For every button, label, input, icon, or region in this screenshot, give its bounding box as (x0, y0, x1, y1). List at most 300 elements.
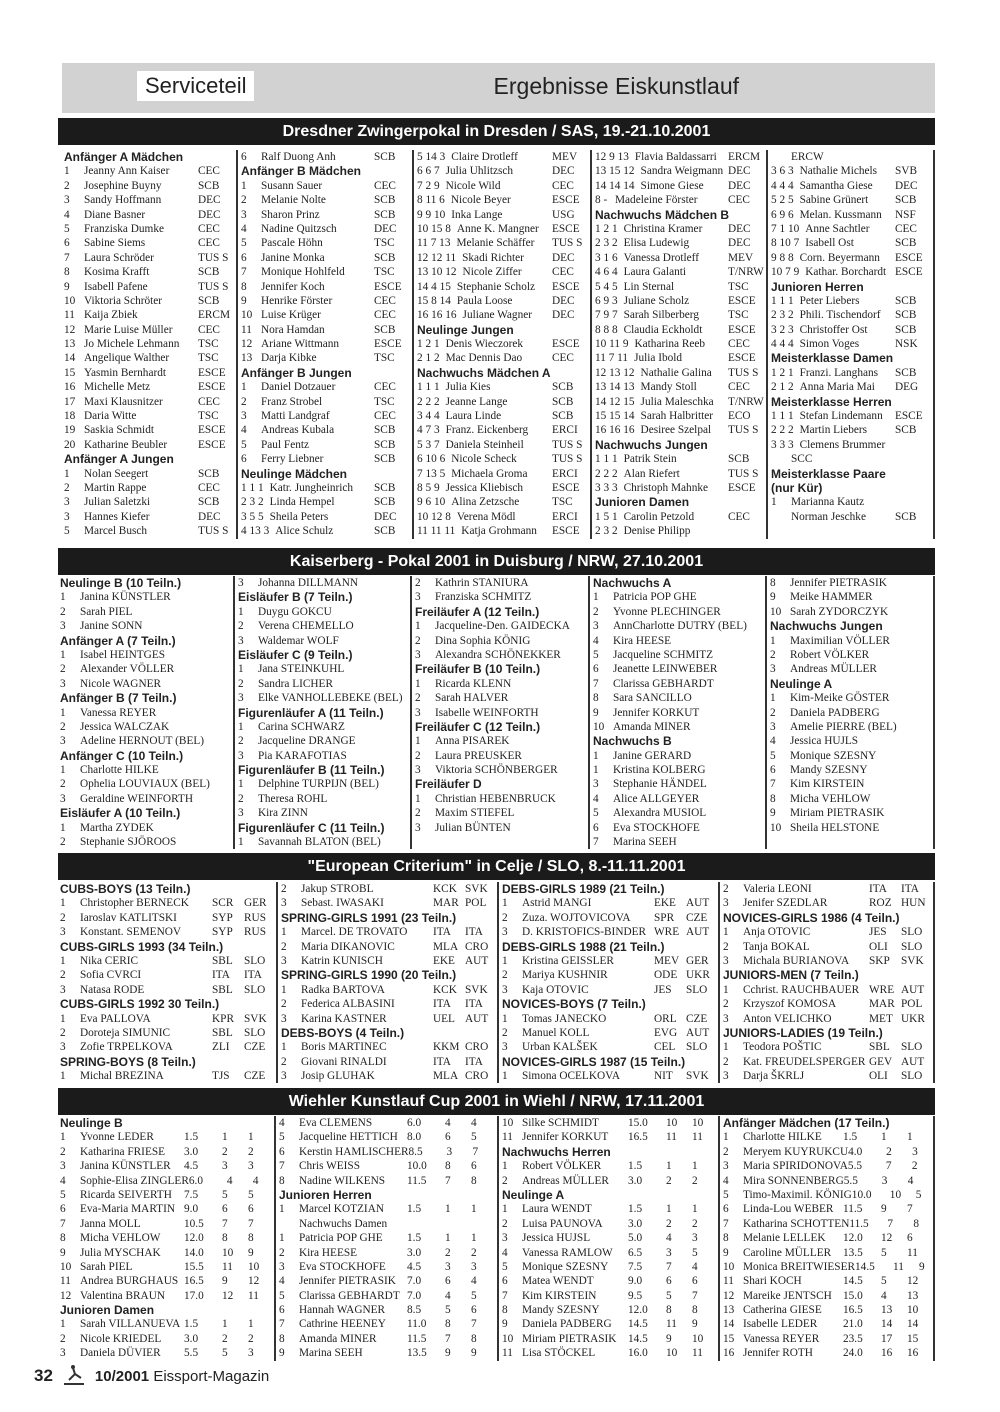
place-1: 9 (666, 1332, 672, 1345)
rank: 3 4 4 (417, 410, 440, 423)
club: SCB (895, 424, 917, 437)
club: DEC (552, 294, 575, 307)
points: 8.0 (407, 1131, 422, 1144)
result-row (593, 662, 765, 676)
result-row (60, 720, 233, 734)
result-row (60, 734, 233, 748)
skater-name: Miriam PIETRASIK (522, 1332, 617, 1345)
rank: 2 (241, 194, 247, 207)
rank: 13 10 12 (417, 266, 457, 279)
skater-name: Nadine WILKENS (299, 1174, 386, 1187)
place-2: 3 (692, 1232, 698, 1245)
rank: 3 (64, 496, 70, 509)
skater-name: Josephine Buyny (84, 179, 162, 192)
place-1: 12 (881, 1232, 893, 1245)
place-1: 10 (889, 1188, 902, 1201)
category-heading: Freiläufer D (415, 777, 482, 792)
category-heading: SPRING-GIRLS 1990 (20 Teiln.) (281, 968, 457, 983)
page-topic: Ergebnisse Eiskunstlauf (493, 73, 739, 99)
rank: 14 (723, 1318, 735, 1331)
nation: UKR (901, 1012, 925, 1025)
place-1: 9 (222, 1275, 228, 1288)
result-row (64, 495, 236, 509)
skater-name: Sabine Grünert (799, 194, 869, 207)
club: WRE (654, 926, 680, 939)
skater-name: Valentina BRAUN (80, 1289, 166, 1302)
rank: 2 (64, 481, 70, 494)
rank: 15 15 14 (595, 410, 635, 423)
place-1: 12 (222, 1289, 234, 1302)
skater-name: Melanie Nolte (261, 194, 326, 207)
result-row (771, 208, 933, 222)
rank: 6 9 6 (771, 208, 794, 221)
club: TSC (374, 266, 395, 279)
category-heading: DEBS-GIRLS 1988 (21 Teiln.) (502, 939, 665, 954)
place-2: 5 (471, 1289, 477, 1302)
skater-name: Catherina GIESE (743, 1304, 822, 1317)
rank: 5 (279, 1289, 285, 1302)
result-row (723, 1231, 933, 1245)
club: NIT (654, 1070, 673, 1083)
rank: 12 (241, 338, 253, 351)
club: TSC (728, 309, 749, 322)
rank: 16 16 16 (417, 309, 457, 322)
result-row (723, 1317, 933, 1331)
skater-name: Jeanny Ann Kaiser (84, 165, 170, 178)
rank: 2 (281, 940, 287, 953)
skater-name: Sarah ZYDORCZYK (790, 605, 889, 618)
skater-name: Melanie Schäffer (456, 237, 535, 250)
rank: 5 14 3 (417, 151, 446, 163)
rank: 2 (281, 1055, 287, 1068)
points: 11.5 (407, 1174, 427, 1187)
skater-name: Anna PISAREK (435, 735, 510, 748)
result-row (238, 720, 410, 734)
points: 3.0 (628, 1217, 643, 1230)
skater-name: Skadi Richter (462, 251, 524, 264)
result-row (241, 236, 412, 250)
rank: 4 6 4 (595, 266, 618, 279)
result-row (60, 1317, 274, 1331)
result-row (279, 1317, 497, 1331)
skater-name: Kira ZINN (258, 807, 308, 820)
nation: POL (901, 998, 923, 1011)
rank: 2 2 2 (595, 467, 618, 480)
rank: 3 (60, 792, 66, 805)
points: 17.0 (184, 1289, 204, 1302)
nation: RUS (244, 926, 266, 939)
result-row (60, 1346, 274, 1360)
rank: 12 (60, 1289, 72, 1302)
club: KCK (433, 983, 457, 996)
place-2: 13 (907, 1289, 919, 1302)
club: ERCI (552, 510, 578, 523)
results-section (62, 150, 935, 539)
skater-name: Micha VEHLOW (790, 792, 871, 805)
result-row (64, 380, 236, 394)
category-heading: Figurenläufer C (11 Teiln.) (238, 820, 385, 835)
skater-name: Jacqueline DRANGE (258, 735, 356, 748)
points: 16.0 (628, 1347, 648, 1360)
nation: AUT (901, 1055, 925, 1068)
place-1: 7 (445, 1332, 451, 1345)
rank: 4 13 3 (241, 525, 270, 538)
rank: 9 (502, 1318, 508, 1331)
place-1: 5 (881, 1275, 887, 1288)
result-row (241, 323, 412, 337)
skater-name: Kaija Zbiek (84, 309, 138, 322)
points: 14.0 (184, 1246, 204, 1259)
results-section (58, 882, 935, 1083)
category-heading: JUNIORS-MEN (7 Teiln.) (723, 968, 859, 983)
result-row (770, 720, 933, 734)
skater-name: Sarah PIEL (80, 605, 133, 618)
place-2: 7 (471, 1318, 477, 1331)
place-1: 1 (881, 1131, 887, 1144)
points: 1.5 (628, 1160, 643, 1173)
rank: 1 2 1 (595, 222, 618, 235)
rank: 2 (415, 749, 421, 762)
result-row (60, 1188, 274, 1202)
skater-name: Yvonne LEDER (80, 1131, 154, 1144)
category-heading: Anfänger A Jungen (64, 452, 174, 467)
rank: 2 (415, 634, 421, 647)
skater-name: Melan. Kussmann (799, 208, 882, 221)
skater-name: Angelique Walther (84, 352, 170, 365)
skater-name: Isabelle LEDER (743, 1318, 818, 1331)
result-row (502, 1346, 718, 1360)
club: ESCE (374, 280, 402, 293)
club: SBL (212, 1026, 233, 1039)
skater-name: Christina Kramer (623, 222, 703, 235)
skater-name: Janine GERARD (613, 749, 692, 762)
place-1: 6 (666, 1275, 672, 1288)
rank: 3 (60, 983, 66, 996)
place-2: 2 (692, 1174, 698, 1187)
rank: 9 (64, 280, 70, 293)
result-row (60, 662, 233, 676)
result-row (241, 524, 412, 538)
rank: 5 (593, 807, 599, 820)
result-row (723, 1159, 933, 1173)
result-row (241, 510, 412, 524)
place-2: 7 (907, 1203, 913, 1216)
nation: CZE (686, 1012, 708, 1025)
result-row (595, 294, 766, 308)
skater-name: Ricarda SEIVERTH (80, 1188, 172, 1201)
rank: 3 (593, 778, 599, 791)
skater-name: Inka Lange (451, 208, 503, 221)
skater-name: Amanda MINER (613, 720, 691, 733)
result-row (241, 351, 412, 365)
place-2: 8 (248, 1232, 254, 1245)
skater-name: Daniel Dotzauer (261, 381, 336, 394)
results-column (497, 882, 718, 1083)
result-row (502, 1303, 718, 1317)
result-row (64, 423, 236, 437)
rank: 1 (60, 706, 66, 719)
skater-name: Charlotte HILKE (743, 1131, 822, 1144)
club: ESCE (552, 280, 580, 293)
rank: 10 11 9 (595, 338, 629, 351)
rank: 10 (593, 720, 605, 733)
skater-name: Eva STOCKHOFE (299, 1260, 386, 1273)
result-row (415, 590, 588, 604)
place-1: 4 (445, 1289, 451, 1302)
skater-name: Meryem KUYRUKCU (743, 1145, 849, 1158)
rank: 10 (770, 605, 782, 618)
result-row (723, 1040, 933, 1054)
result-row (241, 222, 412, 236)
rank: 9 9 10 (417, 208, 446, 221)
rank: 2 (723, 1145, 729, 1158)
points (407, 1217, 445, 1231)
place-2: 4 (471, 1275, 477, 1288)
nation: GER (244, 897, 267, 910)
rank: 8 5 9 (417, 481, 440, 494)
skater-name: Monique SZESNY (790, 749, 877, 762)
result-row (417, 294, 590, 308)
club: ESCE (552, 338, 580, 351)
rank: 1 (415, 620, 421, 633)
result-row (502, 1026, 718, 1040)
result-row (502, 1289, 718, 1303)
club: ERCI (552, 467, 578, 480)
points: 11.5 (843, 1203, 863, 1216)
nation: AUT (465, 954, 489, 967)
rank: 2 (502, 1217, 508, 1230)
skater-name: Susann Sauer (261, 179, 323, 192)
rank: 2 (60, 605, 66, 618)
club: ITA (212, 969, 230, 982)
result-row (415, 677, 588, 691)
result-row (60, 777, 233, 791)
club (895, 150, 933, 164)
skater-name: Hannes Kiefer (84, 510, 150, 523)
rank: 9 (770, 591, 776, 604)
result-row (64, 179, 236, 193)
rank: 1 (238, 720, 244, 733)
result-row (241, 208, 412, 222)
place-2: 1 (692, 1203, 698, 1216)
result-row (64, 395, 236, 409)
club: CEC (374, 309, 396, 322)
result-row (417, 467, 590, 481)
results-column (766, 150, 935, 539)
result-row (770, 691, 933, 705)
result-row (593, 720, 765, 734)
result-row (723, 925, 933, 939)
skater-name: Martin Rappe (84, 481, 147, 494)
result-row (279, 1289, 497, 1303)
results-column (58, 1116, 274, 1361)
skater-name: Marina SEEH (299, 1347, 363, 1360)
result-row (502, 1069, 718, 1083)
club: ESCE (728, 294, 756, 307)
rank: 11 (502, 1347, 513, 1360)
result-row (64, 236, 236, 250)
category-heading: Meisterklasse Damen (771, 351, 894, 366)
result-row (770, 648, 933, 662)
skater-name: Nicole KRIEDEL (80, 1332, 162, 1345)
points: 12.0 (184, 1232, 204, 1245)
category-heading: SPRING-BOYS (8 Teiln.) (60, 1054, 196, 1069)
skater-name: Darja Kibke (261, 352, 317, 365)
club: JES (654, 983, 672, 996)
results-column (412, 150, 590, 539)
skater-name: Verena Mödl (456, 510, 516, 523)
points: 3.0 (184, 1332, 199, 1345)
result-row (771, 409, 933, 423)
rank: 13 (723, 1304, 735, 1317)
result-row (595, 452, 766, 466)
rank: 7 13 5 (417, 467, 446, 480)
result-row (595, 308, 766, 322)
skater-name: Karina KASTNER (301, 1012, 387, 1025)
result-row (281, 940, 497, 954)
nation: SLO (244, 983, 266, 996)
place-2: 16 (907, 1347, 919, 1360)
result-row (241, 395, 412, 409)
place-2: 8 (471, 1174, 477, 1187)
skater-name: Miriam PIETRASIK (790, 807, 885, 820)
rank: 2 (60, 911, 66, 924)
magazine-name: Eissport-Magazin (153, 1367, 270, 1385)
skater-name: Federica ALBASINI (301, 998, 395, 1011)
skater-name: Martha ZYDEK (80, 821, 154, 834)
skater-name: Samantha Giese (799, 179, 873, 192)
club: CEC (728, 338, 750, 351)
result-row (502, 1040, 718, 1054)
rank: 2 (723, 1055, 729, 1068)
place-2: 11 (248, 1289, 259, 1302)
skater-name: Alexandra MUSIOL (613, 807, 707, 820)
skater-name: Yvonne PLECHINGER (613, 605, 721, 618)
result-row (723, 1274, 933, 1288)
club: DEC (552, 165, 575, 178)
rank: 11 (64, 309, 75, 322)
category-heading: DEBS-GIRLS 1989 (21 Teiln.) (502, 882, 665, 896)
club: MET (869, 1012, 893, 1025)
result-row (595, 236, 766, 250)
skater-name: Nicole WAGNER (80, 677, 162, 690)
result-row (502, 954, 718, 968)
result-row (770, 734, 933, 748)
club: ESCE (198, 381, 226, 394)
result-row (771, 150, 933, 164)
rank: 7 (64, 251, 70, 264)
nation: SLO (901, 940, 923, 953)
skater-name: Henrike Förster (261, 294, 333, 307)
skater-name: Lisa STÖCKEL (522, 1347, 596, 1360)
result-row (415, 706, 588, 720)
skater-name: SCC (791, 453, 813, 466)
skater-name: Ariane Wittmann (261, 338, 340, 351)
skater-name: Nora Hamdan (261, 323, 325, 336)
rank: 9 (593, 706, 599, 719)
result-row (417, 265, 590, 279)
rank: 2 (238, 620, 244, 633)
rank: 1 (60, 1012, 66, 1025)
club: ESCE (728, 352, 756, 365)
place-1: 16 (881, 1347, 893, 1360)
place-2: 2 (471, 1246, 477, 1259)
skater-name: Matti Landgraf (261, 410, 330, 423)
skater-name: Christoffer Ost (799, 323, 868, 336)
skater-name: Jessica WALCZAK (80, 720, 170, 733)
skater-name: Paula Loose (456, 294, 513, 307)
result-row (770, 605, 933, 619)
result-row (241, 265, 412, 279)
place-2: 2 (248, 1145, 254, 1158)
rank (771, 452, 785, 466)
result-row (238, 691, 410, 705)
result-row (60, 1260, 274, 1274)
result-row (417, 208, 590, 222)
skater-name: Nathalie Michels (799, 165, 878, 178)
skater-name: Jennifer PIETRASIK (790, 577, 887, 589)
club: SCB (198, 496, 220, 509)
skater-name: Hannah WAGNER (299, 1304, 386, 1317)
rank: 3 (723, 1160, 729, 1173)
category-heading: SPRING-GIRLS 1991 (23 Teiln.) (281, 910, 457, 925)
result-row (502, 1159, 718, 1173)
place-1: 9 (881, 1203, 887, 1216)
club: CEC (198, 323, 220, 336)
category-heading: Neulinge B (10 Teiln.) (60, 576, 182, 590)
rank: 2 (723, 998, 729, 1011)
skater-name: Jessica Kliebisch (445, 481, 524, 494)
result-row (770, 706, 933, 720)
skater-name: Madeleine Förster (615, 194, 698, 207)
rank: 3 (502, 1232, 508, 1245)
skater-name: Sarah Silberberg (623, 309, 699, 322)
points: 4.5 (407, 1260, 422, 1273)
skater-name: Isabel HEINTGES (80, 648, 166, 661)
category-heading: Nachwuchs A (593, 576, 672, 590)
rank: 12 13 12 (595, 366, 635, 379)
rank: 2 (238, 677, 244, 690)
category-heading: Neulinge Jungen (417, 322, 514, 337)
rank: 5 (60, 1188, 66, 1201)
result-row (417, 510, 590, 524)
skater-name: Meike HAMMER (790, 591, 873, 604)
club: MEV (654, 954, 680, 967)
nation: SVK (465, 883, 488, 895)
rank: 5 3 7 (417, 438, 440, 451)
place-2: 1 (248, 1318, 254, 1331)
result-row (723, 1069, 933, 1083)
club: ESCE (895, 251, 923, 264)
skater-name: Nolan Seegert (84, 467, 149, 480)
result-row (60, 1246, 274, 1260)
result-row (417, 280, 590, 294)
skater-name: Jacqueline SCHMITZ (613, 648, 714, 661)
result-row (415, 619, 588, 633)
result-row (281, 954, 497, 968)
result-row (241, 308, 412, 322)
rank: 1 (238, 605, 244, 618)
place-1: 5 (222, 1347, 228, 1360)
club: CEC (374, 179, 396, 192)
skater-name: Luise Krüger (261, 309, 321, 322)
rank: 8 11 6 (417, 194, 445, 207)
rank: 6 (241, 251, 247, 264)
skater-name: Sandra LICHER (258, 677, 333, 690)
skater-name: Andreas MÜLLER (522, 1174, 609, 1187)
rank: 14 12 15 (595, 395, 635, 408)
result-row (60, 1231, 274, 1245)
